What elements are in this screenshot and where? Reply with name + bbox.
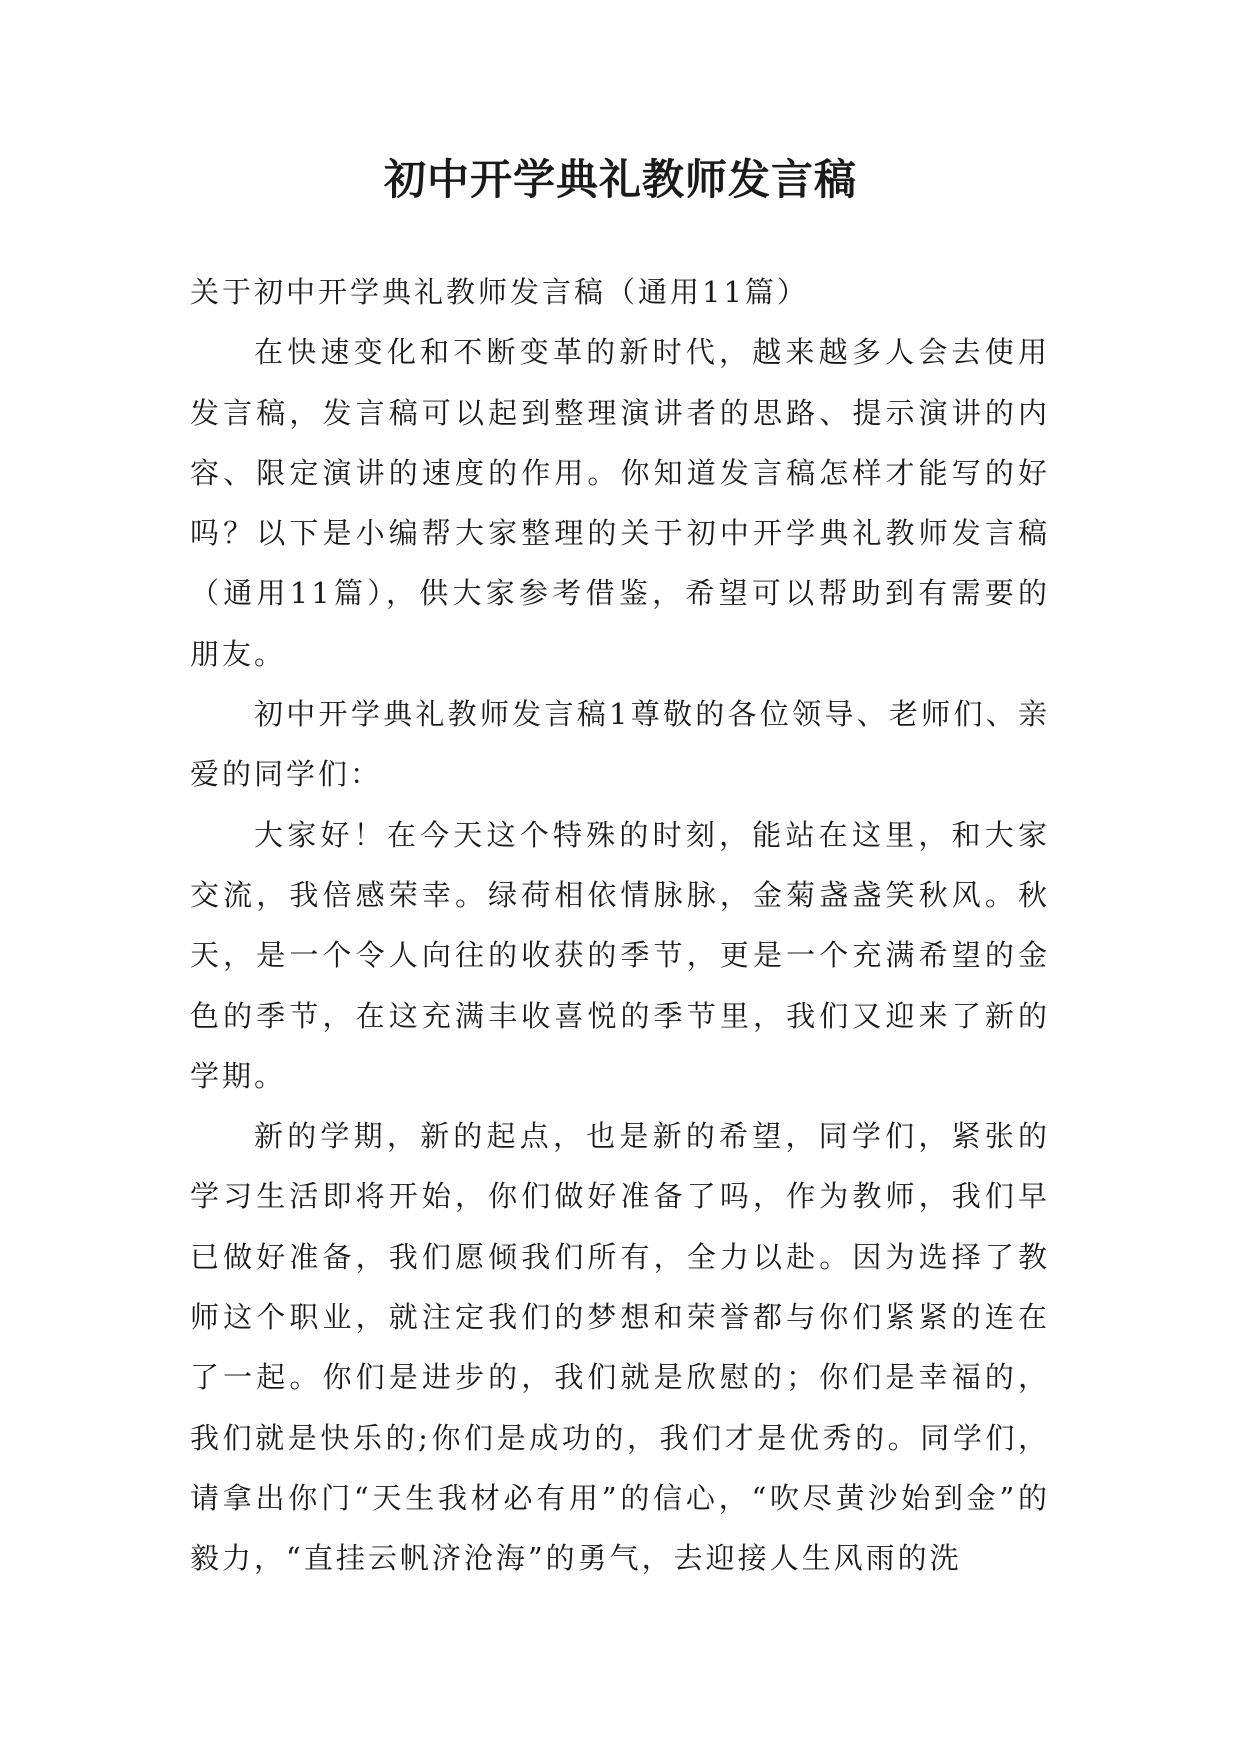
document-body xyxy=(190,262,1050,1589)
document-subtitle: 关于初中开学典礼教师发言稿（通用11篇） xyxy=(190,275,809,309)
paragraph-new-semester: 新的学期，新的起点，也是新的希望，同学们，紧张的学习生活即将开始，你们做好准备了吗，作为教师，我们早已做好准备，我们愿倾我们所有，全力以赴。因为选择了教师这个职业，就注定我们的梦想和荣誉都与你们紧紧的连在了一起。你们是进步的，我们就是欣慰的；你们是幸福的，我们就是快乐的;你们是成功的，我们才是优秀的。同学们，请拿出你门“天生我材必有用”的信心，“吹尽黄沙始到金”的毅力，“直挂云帆济沧海”的勇气，去迎接人生风雨的洗 xyxy=(190,1119,1050,1576)
paragraph-salutation: 初中开学典礼教师发言稿1尊敬的各位领导、老师们、亲爱的同学们： xyxy=(190,697,1050,792)
document-title: 初中开学典礼教师发言稿 xyxy=(383,155,857,204)
paragraph-intro: 在快速变化和不断变革的新时代，越来越多人会去使用发言稿，发言稿可以起到整理演讲者的思路、提示演讲的内容、限定演讲的速度的作用。你知道发言稿怎样才能写的好吗？以下是小编帮大家整理的关于初中开学典礼教师发言稿（通用11篇），供大家参考借鉴，希望可以帮助到有需要的朋友。 xyxy=(190,335,1050,671)
paragraph-greeting: 大家好！在今天这个特殊的时刻，能站在这里，和大家交流，我倍感荣幸。绿荷相依情脉脉，金菊盏盏笑秋风。秋天，是一个令人向往的收获的季节，更是一个充满希望的金色的季节，在这充满丰收喜悦的季节里，我们又迎来了新的学期。 xyxy=(190,817,1050,1093)
